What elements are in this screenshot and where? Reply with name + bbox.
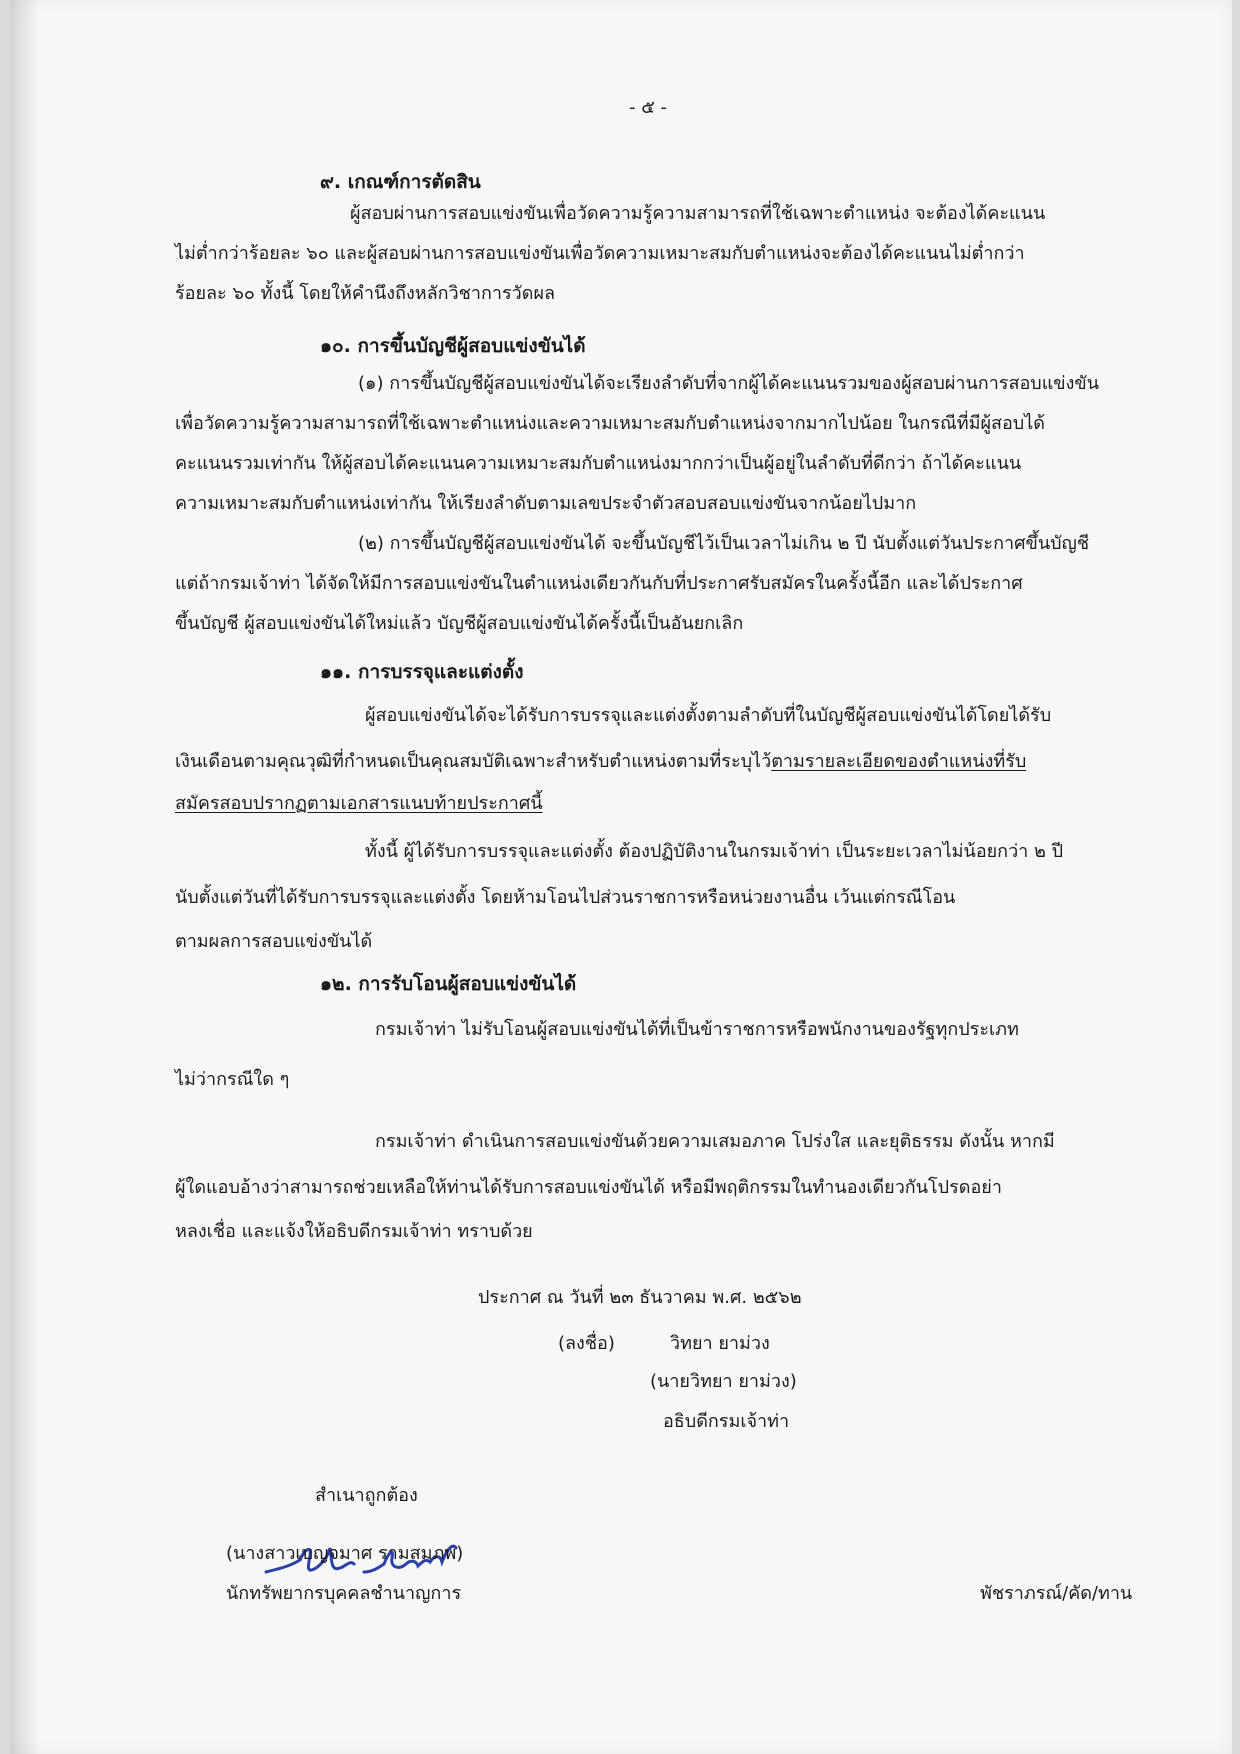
signatory-position: อธิบดีกรมเจ้าท่า [663,1411,790,1432]
section-12-heading: ๑๒. การรับโอนผู้สอบแข่งขันได้ [320,973,577,995]
closing-line-2: ผู้ใดแอบอ้างว่าสามารถช่วยเหลือให้ท่านได้รับการสอบแข่งขันได้ หรือมีพฤติกรรมในทำนองเดียวกันโปรดอย่า [175,1177,1002,1198]
sign-label: (ลงชื่อ) [558,1333,615,1354]
section-10-heading: ๑๐. การขึ้นบัญชีผู้สอบแข่งขันได้ [320,335,586,357]
scan-edge-shadow [10,0,40,1754]
typist-reference: พัชราภรณ์/คัด/ทาน [980,1583,1133,1604]
section-11-heading: ๑๑. การบรรจุและแต่งตั้ง [320,661,524,683]
section-11-line-2 [175,740,1026,784]
section-11-line-2-text: เงินเดือนตามคุณวุฒิที่กำหนดเป็นคุณสมบัติเฉพาะสำหรับตำแหน่งตามที่ระบุไว้ [175,751,772,772]
closing-line-1: กรมเจ้าท่า ดำเนินการสอบแข่งขันด้วยความเสมอภาค โปร่งใส และยุติธรรม ดังนั้น หากมี [375,1131,1055,1152]
signatory-name: วิทยา ยาม่วง [670,1333,770,1354]
section-10-item-1-line-3: คะแนนรวมเท่ากัน ให้ผู้สอบได้คะแนนความเหมาะสมกับตำแหน่งมากกว่าเป็นผู้อยู่ในลำดับที่ดีกว่า ถ้าได้คะแนน [175,453,1022,474]
section-11-line-6: ตามผลการสอบแข่งขันได้ [175,931,373,952]
section-11-line-1: ผู้สอบแข่งขันได้จะได้รับการบรรจุและแต่งตั้งตามลำดับที่ในบัญชีผู้สอบแข่งขันได้โดยได้รับ [365,705,1052,726]
section-9-line-2: ไม่ต่ำกว่าร้อยละ ๖๐ และผู้สอบผ่านการสอบแข่งขันเพื่อวัดความเหมาะสมกับตำแหน่งจะต้องได้คะแนนไม่ต่ำกว่า [175,243,1025,264]
signatory-full-name: (นายวิทยา ยาม่วง) [650,1371,797,1392]
page-number: - ๕ - [629,97,668,118]
section-11-line-2-underlined: ตามรายละเอียดของตำแหน่งที่รับ [771,751,1027,772]
section-12-line-1: กรมเจ้าท่า ไม่รับโอนผู้สอบแข่งขันได้ที่เป็นข้าราชการหรือพนักงานของรัฐทุกประเภท [375,1019,1019,1040]
section-10-item-1-line-4: ความเหมาะสมกับตำแหน่งเท่ากัน ให้เรียงลำดับตามเลขประจำตัวสอบสอบแข่งขันจากน้อยไปมาก [175,493,917,514]
certified-name: (นางสาวเบญจมาศ รามสมภพ) [226,1543,464,1564]
section-12-line-2: ไม่ว่ากรณีใด ๆ [175,1069,290,1090]
section-9-heading: ๙. เกณฑ์การตัดสิน [320,171,481,193]
section-9-line-3: ร้อยละ ๖๐ ทั้งนี้ โดยให้คำนึงถึงหลักวิชาการวัดผล [175,283,556,304]
section-10-item-2-line-1: (๒) การขึ้นบัญชีผู้สอบแข่งขันได้ จะขึ้นบัญชีไว้เป็นเวลาไม่เกิน ๒ ปี นับตั้งแต่วันประกาศขึ้นบัญชี [358,533,1090,554]
closing-line-3: หลงเชื่อ และแจ้งให้อธิบดีกรมเจ้าท่า ทราบด้วย [175,1221,533,1242]
document-page [10,0,1232,1754]
section-10-item-2-line-3: ขึ้นบัญชี ผู้สอบแข่งขันได้ใหม่แล้ว บัญชีผู้สอบแข่งขันได้ครั้งนี้เป็นอันยกเลิก [175,613,744,634]
section-10-item-2-line-2: แต่ถ้ากรมเจ้าท่า ได้จัดให้มีการสอบแข่งขันในตำแหน่งเดียวกันกับที่ประกาศรับสมัครในครั้งนี้อีก และได้ประกาศ [175,573,1023,594]
section-11-line-3-underlined: สมัครสอบปรากฏตามเอกสารแนบท้ายประกาศนี้ [175,793,543,814]
section-11-line-5: นับตั้งแต่วันที่ได้รับการบรรจุและแต่งตั้ง โดยห้ามโอนไปส่วนราชการหรือหน่วยงานอื่น เว้นแต่กรณีโอน [175,887,956,908]
certified-copy-label: สำเนาถูกต้อง [315,1485,418,1506]
certified-position: นักทรัพยากรบุคคลชำนาญการ [226,1583,462,1604]
section-9-line-1: ผู้สอบผ่านการสอบแข่งขันเพื่อวัดความรู้ความสามารถที่ใช้เฉพาะตำแหน่ง จะต้องได้คะแนน [350,203,1046,224]
section-10-item-1-line-2: เพื่อวัดความรู้ความสามารถที่ใช้เฉพาะตำแหน่งและความเหมาะสมกับตำแหน่งจากมากไปน้อย ในกรณีที่มีผู้สอบได้ [175,413,1045,434]
section-10-item-1-line-1: (๑) การขึ้นบัญชีผู้สอบแข่งขันได้จะเรียงลำดับที่จากผู้ได้คะแนนรวมของผู้สอบผ่านการสอบแข่งขัน [358,373,1099,394]
section-11-line-4: ทั้งนี้ ผู้ได้รับการบรรจุและแต่งตั้ง ต้องปฏิบัติงานในกรมเจ้าท่า เป็นระยะเวลาไม่น้อยกว่า ๒ ปี [365,841,1064,862]
announcement-date: ประกาศ ณ วันที่ ๒๓ ธันวาคม พ.ศ. ๒๕๖๒ [478,1287,802,1308]
